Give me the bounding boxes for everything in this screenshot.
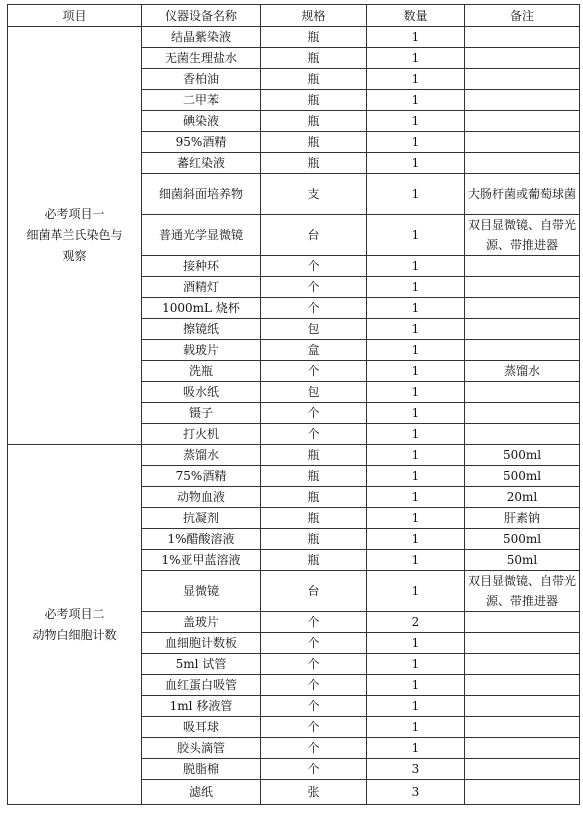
spec-cell: 瓶 (261, 132, 367, 153)
spec-cell: 个 (261, 277, 367, 298)
quantity-cell: 1 (367, 675, 465, 696)
spec-cell: 瓶 (261, 153, 367, 174)
quantity-cell: 1 (367, 550, 465, 571)
quantity-cell: 1 (367, 445, 465, 466)
equipment-name-cell: 吸耳球 (142, 717, 261, 738)
equipment-name-cell: 95%酒精 (142, 132, 261, 153)
equipment-name-cell: 1%醋酸溶液 (142, 529, 261, 550)
remarks-cell (465, 654, 580, 675)
quantity-cell: 1 (367, 48, 465, 69)
project-cell (8, 445, 142, 805)
spec-cell: 台 (261, 571, 367, 612)
remarks-cell: 500ml (465, 445, 580, 466)
spec-cell: 个 (261, 298, 367, 319)
spec-cell: 张 (261, 780, 367, 805)
quantity-cell: 1 (367, 508, 465, 529)
quantity-cell: 1 (367, 27, 465, 48)
spec-cell: 个 (261, 361, 367, 382)
equipment-name-cell: 血细胞计数板 (142, 633, 261, 654)
table-body (8, 27, 580, 805)
remarks-cell (465, 27, 580, 48)
equipment-name-cell: 香柏油 (142, 69, 261, 90)
quantity-cell: 1 (367, 90, 465, 111)
remarks-cell: 蒸馏水 (465, 361, 580, 382)
remarks-cell: 肝素钠 (465, 508, 580, 529)
quantity-cell: 1 (367, 361, 465, 382)
remarks-cell (465, 696, 580, 717)
equipment-name-cell: 动物血液 (142, 487, 261, 508)
spec-cell: 瓶 (261, 90, 367, 111)
equipment-name-cell: 1000mL 烧杯 (142, 298, 261, 319)
remarks-cell (465, 780, 580, 805)
remarks-cell (465, 153, 580, 174)
remarks-cell: 大肠杆菌或葡萄球菌 (465, 174, 580, 215)
spec-cell: 支 (261, 174, 367, 215)
quantity-cell: 1 (367, 633, 465, 654)
table-row (8, 27, 580, 48)
spec-cell: 瓶 (261, 27, 367, 48)
project-title-line: 必考项目一 (44, 207, 105, 221)
quantity-cell: 1 (367, 696, 465, 717)
spec-cell: 瓶 (261, 111, 367, 132)
spec-cell: 个 (261, 738, 367, 759)
remarks-cell (465, 403, 580, 424)
remarks-cell (465, 612, 580, 633)
quantity-cell: 1 (367, 382, 465, 403)
spec-cell: 个 (261, 256, 367, 277)
equipment-name-cell: 滤纸 (142, 780, 261, 805)
quantity-cell: 2 (367, 612, 465, 633)
quantity-cell: 1 (367, 466, 465, 487)
equipment-name-cell: 载玻片 (142, 340, 261, 361)
project-title-line: 必考项目二 (44, 606, 105, 621)
remarks-cell: 500ml (465, 466, 580, 487)
quantity-cell: 1 (367, 215, 465, 256)
remarks-cell: 500ml (465, 529, 580, 550)
quantity-cell: 1 (367, 571, 465, 612)
equipment-name-cell: 脱脂棉 (142, 759, 261, 780)
table-row (8, 445, 580, 466)
remarks-cell (465, 319, 580, 340)
remarks-cell (465, 717, 580, 738)
equipment-name-cell: 抗凝剂 (142, 508, 261, 529)
equipment-name-cell: 吸水纸 (142, 382, 261, 403)
quantity-cell: 1 (367, 319, 465, 340)
quantity-cell: 1 (367, 529, 465, 550)
spec-cell: 瓶 (261, 48, 367, 69)
spec-cell: 瓶 (261, 529, 367, 550)
equipment-name-cell: 接种环 (142, 256, 261, 277)
spec-cell: 包 (261, 382, 367, 403)
spec-cell: 个 (261, 424, 367, 445)
remarks-cell (465, 633, 580, 654)
project-title-line: 动物白细胞计数 (32, 627, 117, 642)
remarks-cell (465, 48, 580, 69)
header-equipment-name: 仪器设备名称 (142, 5, 261, 27)
spec-cell: 个 (261, 675, 367, 696)
remarks-cell (465, 111, 580, 132)
quantity-cell: 1 (367, 654, 465, 675)
quantity-cell: 1 (367, 487, 465, 508)
header-remarks: 备注 (465, 5, 580, 27)
remarks-cell (465, 675, 580, 696)
remarks-cell (465, 424, 580, 445)
equipment-name-cell: 无菌生理盐水 (142, 48, 261, 69)
spec-cell: 瓶 (261, 445, 367, 466)
remarks-cell (465, 90, 580, 111)
remarks-cell (465, 340, 580, 361)
remarks-cell (465, 298, 580, 319)
spec-cell: 个 (261, 696, 367, 717)
remarks-cell: 20ml (465, 487, 580, 508)
remarks-cell (465, 382, 580, 403)
equipment-name-cell: 蒸馏水 (142, 445, 261, 466)
quantity-cell: 1 (367, 717, 465, 738)
quantity-cell: 1 (367, 738, 465, 759)
quantity-cell: 1 (367, 174, 465, 215)
equipment-name-cell: 细菌斜面培养物 (142, 174, 261, 215)
quantity-cell: 1 (367, 132, 465, 153)
spec-cell: 瓶 (261, 487, 367, 508)
remarks-cell (465, 69, 580, 90)
equipment-name-cell: 显微镜 (142, 571, 261, 612)
equipment-name-cell: 洗瓶 (142, 361, 261, 382)
spec-cell: 瓶 (261, 508, 367, 529)
equipment-name-cell: 血红蛋白吸管 (142, 675, 261, 696)
spec-cell: 包 (261, 319, 367, 340)
quantity-cell: 1 (367, 256, 465, 277)
remarks-cell (465, 759, 580, 780)
remarks-cell: 50ml (465, 550, 580, 571)
header-spec: 规格 (261, 5, 367, 27)
spec-cell: 台 (261, 215, 367, 256)
equipment-name-cell: 结晶紫染液 (142, 27, 261, 48)
remarks-cell (465, 256, 580, 277)
header-row (8, 5, 580, 27)
equipment-name-cell: 二甲苯 (142, 90, 261, 111)
quantity-cell: 1 (367, 69, 465, 90)
equipment-name-cell: 1ml 移液管 (142, 696, 261, 717)
spec-cell: 个 (261, 633, 367, 654)
equipment-name-cell: 胶头滴管 (142, 738, 261, 759)
quantity-cell: 1 (367, 424, 465, 445)
spec-cell: 个 (261, 759, 367, 780)
equipment-name-cell: 盖玻片 (142, 612, 261, 633)
remarks-cell (465, 132, 580, 153)
project-cell (8, 27, 142, 445)
quantity-cell: 3 (367, 780, 465, 805)
spec-cell: 盒 (261, 340, 367, 361)
remarks-cell: 双目显微镜、自带光源、带推进器 (465, 215, 580, 256)
spec-cell: 个 (261, 717, 367, 738)
spec-cell: 个 (261, 612, 367, 633)
equipment-name-cell: 打火机 (142, 424, 261, 445)
equipment-table (7, 4, 580, 805)
spec-cell: 瓶 (261, 466, 367, 487)
quantity-cell: 1 (367, 403, 465, 424)
remarks-cell: 双目显微镜、自带光源、带推进器 (465, 571, 580, 612)
equipment-name-cell: 5ml 试管 (142, 654, 261, 675)
remarks-cell (465, 277, 580, 298)
header-project: 项目 (8, 5, 142, 27)
spec-cell: 个 (261, 654, 367, 675)
quantity-cell: 1 (367, 340, 465, 361)
project-title-line: 细菌革兰氏染色与 (26, 228, 123, 242)
spec-cell: 瓶 (261, 550, 367, 571)
equipment-name-cell: 75%酒精 (142, 466, 261, 487)
equipment-name-cell: 碘染液 (142, 111, 261, 132)
equipment-name-cell: 酒精灯 (142, 277, 261, 298)
quantity-cell: 1 (367, 298, 465, 319)
project-title-line: 观察 (62, 249, 87, 263)
header-quantity: 数量 (367, 5, 465, 27)
equipment-name-cell: 普通光学显微镜 (142, 215, 261, 256)
equipment-name-cell: 蕃红染液 (142, 153, 261, 174)
quantity-cell: 1 (367, 153, 465, 174)
quantity-cell: 1 (367, 111, 465, 132)
remarks-cell (465, 738, 580, 759)
equipment-name-cell: 擦镜纸 (142, 319, 261, 340)
equipment-name-cell: 1%亚甲蓝溶液 (142, 550, 261, 571)
spec-cell: 个 (261, 403, 367, 424)
equipment-name-cell: 镊子 (142, 403, 261, 424)
spec-cell: 瓶 (261, 69, 367, 90)
quantity-cell: 3 (367, 759, 465, 780)
quantity-cell: 1 (367, 277, 465, 298)
